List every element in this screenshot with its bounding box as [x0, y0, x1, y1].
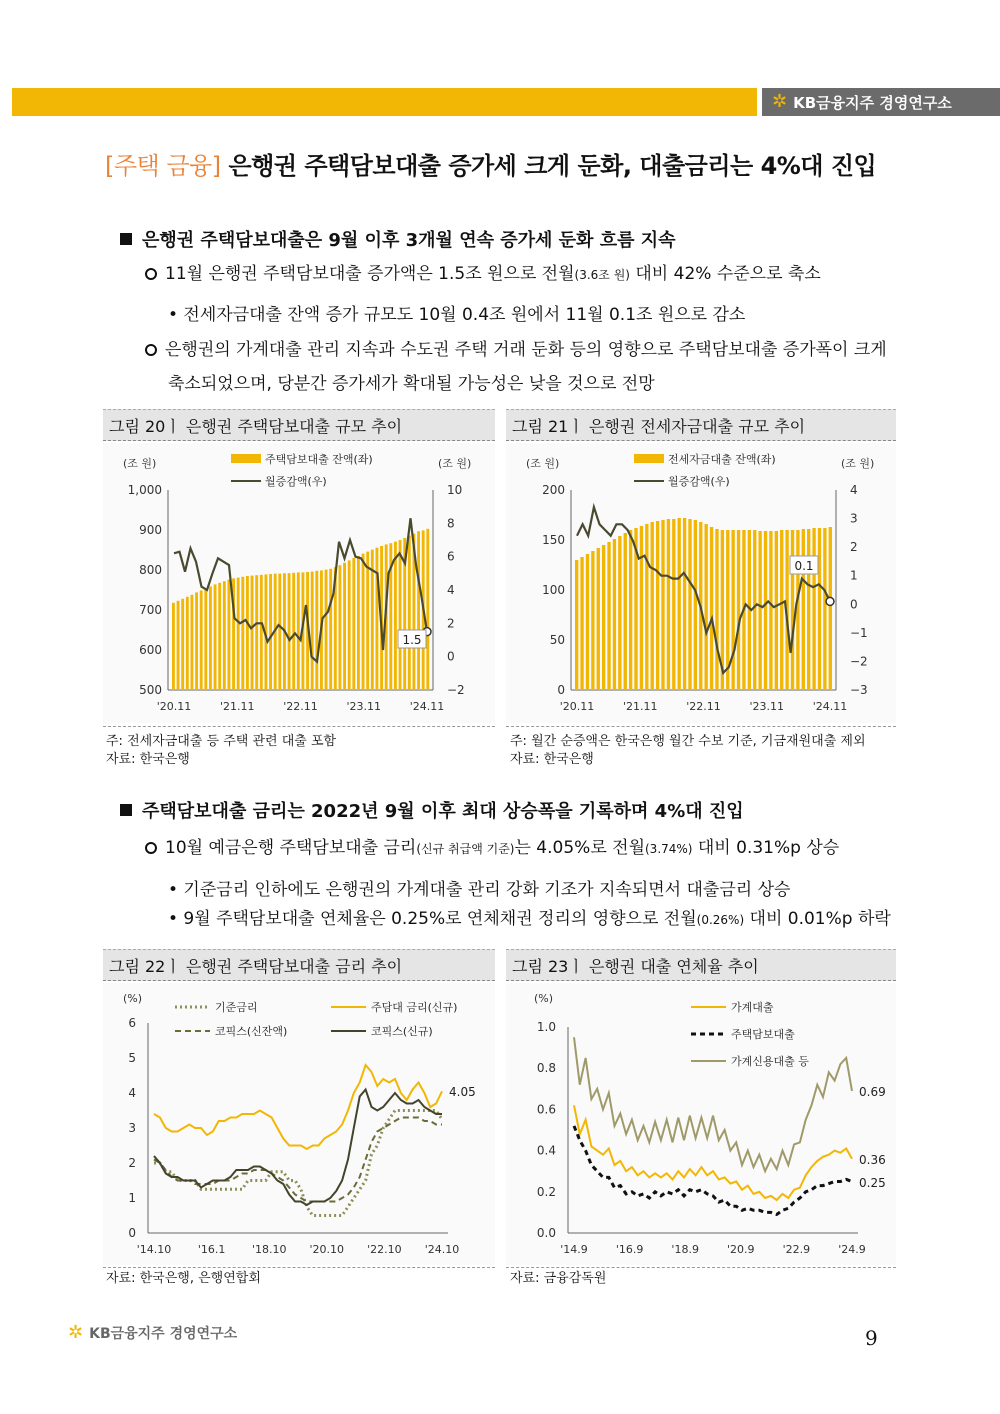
bar [339, 565, 342, 690]
bar [640, 526, 643, 690]
left-tick-label: 50 [549, 633, 565, 647]
fig23-divider [506, 1267, 896, 1268]
bar [251, 576, 254, 690]
section2-heading [120, 797, 744, 823]
fig20-notes [106, 733, 336, 768]
left-tick-label: 600 [139, 643, 162, 657]
fig21-source: 자료: 한국은행 [510, 751, 594, 767]
bar [195, 592, 198, 690]
s2b1-c: 대비 0.31%p 상승 [692, 838, 840, 858]
footer-brand-text: KB금융지주 경영연구소 [89, 1326, 238, 1342]
end-value-label: 0.25 [859, 1176, 886, 1190]
left-tick-label: 500 [139, 683, 162, 697]
x-tick-label: '18.9 [671, 1243, 699, 1256]
right-tick-label: −2 [850, 654, 868, 669]
bar [667, 519, 670, 690]
x-tick-label: '22.10 [367, 1243, 402, 1256]
bar [343, 563, 346, 690]
page-number: 9 [865, 1326, 878, 1350]
s2b1-small2: (3.74%) [645, 842, 693, 856]
square-bullet-icon [120, 804, 132, 816]
bar [255, 575, 258, 690]
right-tick-label: 4 [850, 483, 858, 497]
bar [624, 533, 627, 690]
section2-sub1: • 기준금리 인하에도 은행권의 가계대출 관리 강화 기조가 지속되면서 대출금리 상승 [168, 880, 791, 900]
x-tick-label: '23.11 [346, 700, 382, 713]
bar [580, 557, 583, 690]
x-tick-label: '24.10 [424, 1243, 460, 1256]
section1-bullet2 [145, 340, 887, 360]
bar [408, 536, 411, 690]
bar [269, 574, 272, 690]
bar [807, 529, 810, 690]
fig22-divider [103, 1267, 495, 1268]
legend-label: 코픽스(신규) [371, 1025, 433, 1038]
bar [181, 599, 184, 690]
y-tick-label: 4 [128, 1086, 136, 1100]
series-line [574, 1037, 852, 1171]
bar [629, 530, 632, 690]
bar [812, 528, 815, 690]
fig21-note: 주: 월간 순증액은 한국은행 월간 수보 기준, 기금재원대출 제외 [510, 734, 866, 749]
x-tick-label: '21.11 [219, 700, 255, 713]
x-tick-label: '20.11 [156, 700, 192, 713]
bar [802, 529, 805, 690]
bar [710, 527, 713, 690]
bar [597, 548, 600, 690]
bar [731, 530, 734, 690]
s2b1-b: 는 4.05%로 전월 [514, 838, 645, 858]
right-tick-label: 0 [850, 597, 858, 612]
bar [200, 590, 203, 690]
bar [417, 531, 420, 690]
section1-heading-text: 은행권 주택담보대출은 9월 이후 3개월 연속 증가세 둔화 흐름 지속 [142, 230, 676, 251]
x-tick-label: '18.10 [251, 1243, 287, 1256]
s2s2-a: • 9월 주택담보대출 연체율은 0.25%로 연체채권 정리의 영향으로 전월 [168, 909, 697, 929]
series-line [154, 1111, 442, 1216]
s1b1-small: (3.6조 원) [574, 268, 630, 282]
bar [292, 573, 295, 690]
bar [329, 569, 332, 690]
bar [602, 545, 605, 690]
y-unit: (%) [534, 992, 554, 1005]
bar [618, 536, 621, 690]
y-tick-label: 3 [128, 1121, 136, 1135]
y-tick-label: 2 [128, 1156, 136, 1170]
section1-sub1: • 전세자금대출 잔액 증가 규모도 10월 0.4조 원에서 11월 0.1조 원으로 감소 [168, 305, 746, 325]
right-tick-label: 4 [447, 583, 455, 597]
left-tick-label: 100 [542, 583, 565, 597]
bar [607, 542, 610, 690]
fig20-note: 주: 전세자금대출 등 주택 관련 대출 포함 [106, 734, 337, 749]
right-tick-label: −1 [850, 625, 868, 640]
bar [591, 551, 594, 690]
section2-sub2 [168, 904, 891, 929]
legend-label: 주담대 금리(신규) [371, 1001, 458, 1014]
left-tick-label: 700 [139, 603, 162, 617]
bar [223, 581, 226, 690]
fig20-divider [103, 726, 495, 727]
s2b1-small1: (신규 취급액 기준) [416, 842, 515, 856]
bar [829, 527, 832, 690]
series-line [154, 1118, 442, 1202]
left-tick-label: 1,000 [127, 483, 162, 497]
bar [683, 518, 686, 690]
x-tick-label: '22.11 [686, 700, 721, 713]
bar [426, 529, 429, 690]
bar [237, 578, 240, 690]
annotation-label: 1.5 [402, 633, 422, 647]
square-bullet-icon [120, 233, 132, 245]
bar [769, 531, 772, 690]
bar [651, 522, 654, 690]
bar [348, 560, 351, 690]
x-tick-label: '14.10 [136, 1243, 172, 1256]
bar [311, 572, 314, 690]
bar [758, 531, 761, 690]
s1b1-b: 대비 42% 수준으로 축소 [629, 264, 821, 284]
end-value-label: 0.36 [859, 1153, 886, 1167]
right-tick-label: 6 [447, 549, 455, 564]
left-tick-label: 800 [139, 563, 162, 577]
y-tick-label: 0.2 [536, 1184, 556, 1199]
right-tick-label: 0 [447, 649, 455, 664]
header-brand-text: KB금융지주 경영연구소 [793, 93, 952, 112]
bar [694, 520, 697, 690]
section2-heading-text: 주택담보대출 금리는 2022년 9월 이후 최대 상승폭을 기록하며 4%대 진입 [142, 801, 744, 822]
bar [823, 528, 826, 690]
y-unit: (%) [123, 992, 143, 1005]
circle-bullet-icon [145, 268, 157, 280]
bar [214, 584, 217, 690]
fig21-chart [506, 443, 896, 723]
bar [656, 521, 659, 690]
fig22-body [103, 983, 495, 1265]
bar [352, 558, 355, 690]
bar [376, 548, 379, 690]
bar [172, 603, 175, 690]
kb-star-icon: ✲ [772, 91, 788, 112]
bar [645, 524, 648, 690]
fig23-body [506, 983, 896, 1265]
y-tick-label: 1.0 [536, 1020, 556, 1034]
legend-label: 가계신용대출 등 [731, 1055, 809, 1068]
title-text: 은행권 주택담보대출 증가세 크게 둔화, 대출금리는 4%대 진입 [228, 152, 877, 180]
title-tag: [주택 금융] [105, 152, 221, 180]
bar [209, 586, 212, 690]
x-tick-label: '21.11 [622, 700, 658, 713]
bar [357, 556, 360, 690]
legend-bar-label: 주택담보대출 잔액(좌) [265, 453, 373, 466]
y-tick-label: 0.0 [536, 1226, 556, 1240]
bar [394, 542, 397, 690]
series-line [154, 1065, 442, 1149]
bar [241, 577, 244, 690]
bar [204, 588, 207, 690]
bar [661, 520, 664, 690]
bar [315, 571, 318, 690]
s2s2-b: 대비 0.01%p 하락 [744, 909, 891, 929]
left-unit: (조 원) [123, 457, 157, 470]
right-unit: (조 원) [438, 457, 472, 470]
right-tick-label: 3 [850, 511, 858, 526]
fig21-divider [506, 726, 896, 727]
bar [775, 531, 778, 690]
bar [260, 575, 263, 690]
x-tick-label: '20.10 [309, 1243, 345, 1256]
bar [575, 560, 578, 690]
right-tick-label: −2 [447, 683, 465, 697]
bar [218, 583, 221, 690]
header-brand [762, 88, 1000, 116]
bar [246, 576, 249, 690]
bar [737, 530, 740, 690]
bar [177, 601, 180, 690]
annotation-label: 4.05 [449, 1085, 476, 1099]
fig21-header: 그림 21ㅣ 은행권 전세자금대출 규모 추이 [506, 409, 896, 441]
y-tick-label: 0.4 [536, 1143, 556, 1158]
section1-bullet2-line2: 축소되었으며, 당분간 증가세가 확대될 가능성은 낮을 것으로 전망 [168, 374, 655, 394]
bar [818, 528, 821, 690]
section1-bullet1-text [165, 264, 821, 284]
x-tick-label: '22.11 [283, 700, 318, 713]
bar [288, 573, 291, 690]
y-tick-label: 5 [128, 1051, 136, 1065]
s1b1-a: 11월 은행권 주택담보대출 증가액은 1.5조 원으로 전월 [165, 264, 575, 284]
fig22-header: 그림 22ㅣ 은행권 주택담보대출 금리 추이 [103, 949, 495, 981]
s2b1-a: 10월 예금은행 주택담보대출 금리 [165, 838, 417, 858]
bar [705, 524, 708, 690]
fig22-source: 자료: 한국은행, 은행연합회 [106, 1271, 261, 1286]
section1-heading [120, 226, 676, 252]
kb-star-icon: ✲ [68, 1322, 84, 1343]
left-tick-label: 150 [542, 533, 565, 547]
fig21-notes [510, 733, 866, 768]
section2-bullet1 [145, 838, 839, 858]
left-tick-label: 900 [139, 523, 162, 537]
left-tick-label: 0 [557, 683, 565, 697]
circle-bullet-icon [145, 842, 157, 854]
x-tick-label: '16.9 [615, 1243, 644, 1256]
right-tick-label: 2 [850, 540, 858, 555]
x-tick-label: '24.9 [838, 1243, 866, 1256]
fig23-chart [506, 983, 896, 1265]
series-line [154, 1090, 442, 1206]
bar [186, 597, 189, 690]
right-tick-label: 2 [447, 616, 455, 631]
annotation-label: 0.1 [794, 559, 814, 573]
x-tick-label: '14.9 [560, 1243, 588, 1256]
legend-line-label: 월증감액(우) [265, 475, 327, 488]
legend-bar-swatch [634, 454, 664, 463]
bar [678, 518, 681, 690]
bar [688, 519, 691, 690]
y-tick-label: 6 [128, 1016, 136, 1030]
y-tick-label: 1 [128, 1191, 136, 1205]
circle-bullet-icon [145, 344, 157, 356]
bar [297, 572, 300, 690]
bar [715, 529, 718, 690]
bar [791, 530, 794, 690]
left-tick-label: 200 [542, 483, 565, 497]
bar [278, 574, 281, 690]
y-tick-label: 0 [128, 1226, 136, 1240]
section1-bullet2-line1: 은행권의 가계대출 관리 지속과 수도권 주택 거래 둔화 등의 영향으로 주택담보대출 증가폭이 크게 [165, 340, 887, 360]
x-tick-label: '24.11 [812, 700, 848, 713]
page-title [105, 146, 876, 181]
fig20-source: 자료: 한국은행 [106, 751, 190, 767]
y-tick-label: 0.8 [536, 1061, 556, 1076]
fig20-body [103, 443, 495, 723]
bar [753, 530, 756, 690]
bar [399, 540, 402, 690]
right-tick-label: 1 [850, 568, 858, 583]
right-tick-label: 8 [447, 516, 455, 531]
legend-label: 주택담보대출 [731, 1028, 795, 1041]
bar [613, 539, 616, 690]
x-tick-label: '24.11 [409, 700, 445, 713]
bar [325, 570, 328, 690]
legend-line-label: 월증감액(우) [668, 475, 730, 488]
bar [586, 554, 589, 690]
footer-brand [68, 1323, 237, 1343]
x-tick-label: '22.9 [782, 1243, 811, 1256]
bar [764, 531, 767, 690]
bar [366, 552, 369, 690]
section2-bullet1-text [165, 838, 839, 858]
bar [228, 580, 231, 690]
legend-bar-swatch [231, 454, 261, 463]
s2s2-small: (0.26%) [696, 913, 745, 927]
x-tick-label: '20.11 [559, 700, 595, 713]
header-bar [12, 88, 757, 116]
fig20-header: 그림 20ㅣ 은행권 주택담보대출 규모 추이 [103, 409, 495, 441]
legend-bar-label: 전세자금대출 잔액(좌) [668, 453, 776, 466]
right-tick-label: 10 [447, 483, 463, 497]
right-unit: (조 원) [841, 457, 875, 470]
last-point-marker [826, 597, 834, 605]
legend-label: 기준금리 [215, 1001, 258, 1014]
fig20-chart [103, 443, 495, 723]
left-unit: (조 원) [526, 457, 560, 470]
x-tick-label: '16.1 [197, 1243, 226, 1256]
fig23-source: 자료: 금융감독원 [510, 1271, 607, 1286]
legend-label: 가계대출 [731, 1001, 774, 1014]
x-tick-label: '23.11 [749, 700, 785, 713]
fig23-header: 그림 23ㅣ 은행권 대출 연체율 추이 [506, 949, 896, 981]
section1-bullet1 [145, 264, 821, 284]
line-series [174, 518, 427, 661]
y-tick-label: 0.6 [536, 1102, 556, 1117]
bar [191, 595, 194, 690]
fig21-body [506, 443, 896, 723]
fig22-chart [103, 983, 495, 1265]
right-tick-label: −3 [850, 683, 868, 697]
bar [672, 519, 675, 690]
bar [780, 530, 783, 690]
end-value-label: 0.69 [859, 1085, 886, 1099]
x-tick-label: '20.9 [727, 1243, 755, 1256]
bar [362, 554, 365, 690]
legend-label: 코픽스(신잔액) [215, 1025, 288, 1038]
